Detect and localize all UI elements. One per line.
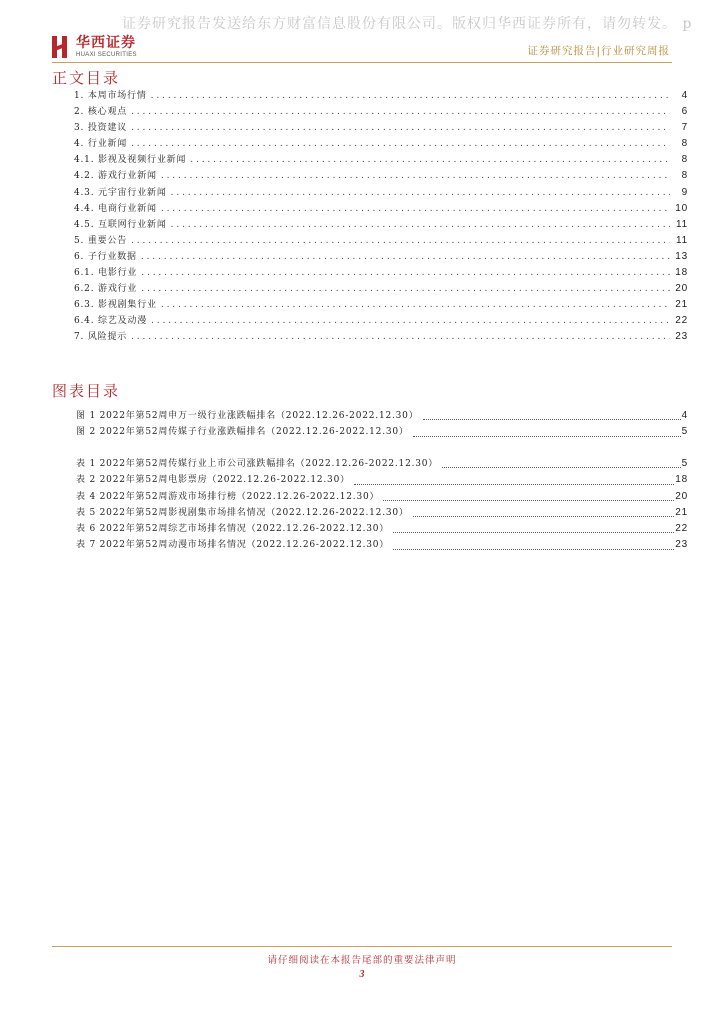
dot-leader	[141, 268, 670, 278]
header-divider	[52, 62, 672, 63]
table-entry[interactable]	[76, 505, 688, 521]
chart-list	[76, 408, 688, 441]
toc-entry-label: 4.3. 元宇宙行业新闻	[74, 187, 167, 198]
toc-entry[interactable]	[74, 281, 688, 297]
toc-entry-label: 6. 子行业数据	[74, 251, 137, 262]
footer-disclaimer: 请仔细阅读在本报告尾部的重要法律声明	[267, 955, 457, 966]
toc-entry[interactable]	[74, 104, 688, 120]
toc-entry-page: 6	[681, 106, 688, 118]
figures-title: 图表目录	[52, 382, 121, 400]
toc-entry[interactable]	[74, 201, 688, 217]
table-entry-label: 表 2 2022年第52周电影票房（2022.12.26-2022.12.30）	[76, 475, 350, 486]
table-entry-page: 18	[675, 474, 688, 486]
toc-title: 正文目录	[52, 69, 121, 87]
page-number: 3	[359, 969, 365, 980]
toc-entry[interactable]	[74, 297, 688, 313]
chart-entry[interactable]	[76, 408, 688, 424]
table-entry[interactable]	[76, 472, 688, 488]
toc-entry[interactable]	[74, 152, 688, 168]
dot-leader	[141, 284, 670, 294]
dot-leader	[161, 204, 670, 214]
toc-entry-page: 9	[681, 186, 688, 198]
toc-entry[interactable]	[74, 88, 688, 104]
toc-entry-page: 22	[675, 315, 688, 327]
dot-leader	[393, 548, 674, 550]
toc-entry-label: 4.1. 影视及视频行业新闻	[74, 155, 187, 166]
company-logo	[52, 36, 137, 58]
table-entry-page: 5	[681, 458, 688, 469]
table-entry[interactable]	[76, 489, 688, 505]
table-entry-label: 表 4 2022年第52周游戏市场排行榜（2022.12.26-2022.12.30）	[76, 491, 380, 502]
toc-entry[interactable]	[74, 168, 688, 184]
toc-entry-page: 23	[675, 331, 688, 343]
dot-leader	[131, 107, 670, 117]
chart-entry[interactable]	[76, 424, 688, 440]
table-entry[interactable]	[76, 456, 688, 472]
dot-leader	[131, 332, 670, 342]
table-entry[interactable]	[76, 537, 688, 553]
dot-leader	[161, 300, 670, 310]
dot-leader	[131, 236, 670, 246]
dot-leader	[354, 483, 674, 485]
dot-leader	[393, 531, 674, 533]
watermark: 证券研究报告发送给东方财富信息股份有限公司。版权归华西证券所有，请勿转发。 p	[122, 16, 693, 32]
chart-entry-page: 5	[681, 426, 688, 438]
toc-entry-label: 6.2. 游戏行业	[74, 284, 138, 295]
table-entry-label: 表 7 2022年第52周动漫市场排名情况（2022.12.26-2022.12.30）	[76, 540, 390, 551]
dot-leader	[161, 171, 670, 181]
dot-leader	[131, 123, 670, 133]
table-entry-page: 21	[675, 506, 688, 518]
toc-entry-label: 6.4. 综艺及动漫	[74, 316, 148, 327]
toc-entry-page: 4	[681, 90, 688, 101]
toc-entry-label: 4.5. 互联网行业新闻	[74, 219, 167, 230]
toc-entry-page: 13	[675, 250, 688, 262]
dot-leader	[423, 418, 681, 420]
dot-leader	[413, 435, 681, 437]
dot-leader	[151, 91, 670, 101]
toc-entry-label: 3. 投资建议	[74, 123, 128, 134]
table-entry-label: 表 5 2022年第52周影视剧集市场排名情况（2022.12.26-2022.12.30）	[76, 507, 409, 518]
dot-leader	[171, 188, 670, 198]
toc-entry-page: 11	[676, 234, 688, 246]
table-entry-page: 23	[675, 539, 688, 551]
chart-entry-label: 图 1 2022年第52周申万一级行业涨跌幅排名（2022.12.26-2022.12.30）	[76, 411, 419, 421]
toc-entry-page: 21	[675, 299, 688, 311]
huaxi-logo-icon	[52, 36, 70, 58]
table-entry-label: 表 6 2022年第52周综艺市场排名情况（2022.12.26-2022.12.30）	[76, 524, 390, 535]
toc-entry-page: 20	[675, 283, 688, 295]
dot-leader	[141, 252, 670, 262]
toc-entry-label: 4. 行业新闻	[74, 139, 128, 150]
toc-entry-page: 8	[681, 170, 688, 182]
dot-leader	[131, 139, 670, 149]
chart-entry-label: 图 2 2022年第52周传媒子行业涨跌幅排名（2022.12.26-2022.12.30）	[76, 427, 409, 438]
toc-entry-page: 10	[675, 202, 688, 214]
chart-entry-page: 4	[681, 410, 688, 421]
toc-entry-label: 4.2. 游戏行业新闻	[74, 171, 157, 182]
table-list	[76, 456, 688, 554]
toc-entry[interactable]	[74, 185, 688, 201]
toc-entry-label: 6.3. 影视剧集行业	[74, 300, 157, 311]
toc-entry-label: 6.1. 电影行业	[74, 268, 138, 279]
toc-entry-label: 5. 重要公告	[74, 235, 128, 246]
toc-entry[interactable]	[74, 249, 688, 265]
toc-entry[interactable]	[74, 217, 688, 233]
table-entry-page: 20	[675, 490, 688, 502]
toc-entry[interactable]	[74, 265, 688, 281]
toc-entry[interactable]	[74, 233, 688, 249]
toc-entry-page: 18	[675, 267, 688, 279]
toc-entry-page: 8	[681, 138, 688, 150]
toc-entry[interactable]	[74, 120, 688, 136]
logo-en-text: HUAXI SECURITIES	[76, 52, 137, 58]
toc-entry-page: 11	[676, 218, 688, 230]
toc-entry[interactable]	[74, 329, 688, 345]
toc-entry-label: 1. 本周市场行情	[74, 91, 147, 101]
toc-entry-page: 7	[681, 122, 688, 134]
dot-leader	[151, 316, 670, 326]
toc-entry[interactable]	[74, 313, 688, 329]
dot-leader	[190, 155, 670, 165]
dot-leader	[442, 466, 681, 468]
toc-entry-label: 7. 风险提示	[74, 332, 128, 343]
toc-entry-label: 2. 核心观点	[74, 107, 128, 118]
logo-cn-text: 华西证券	[76, 35, 136, 51]
toc-entry[interactable]	[74, 136, 688, 152]
toc-entry-label: 4.4. 电商行业新闻	[74, 203, 157, 214]
table-entry[interactable]	[76, 521, 688, 537]
report-type: 证券研究报告|行业研究周报	[527, 45, 670, 57]
dot-leader	[171, 220, 670, 230]
table-entry-page: 22	[675, 523, 688, 535]
dot-leader	[413, 515, 675, 517]
dot-leader	[383, 499, 674, 501]
toc-list	[74, 88, 688, 346]
toc-entry-page: 8	[681, 154, 688, 166]
table-entry-label: 表 1 2022年第52周传媒行业上市公司涨跌幅排名（2022.12.26-2022.12.30）	[76, 459, 439, 469]
footer-divider	[52, 946, 672, 947]
